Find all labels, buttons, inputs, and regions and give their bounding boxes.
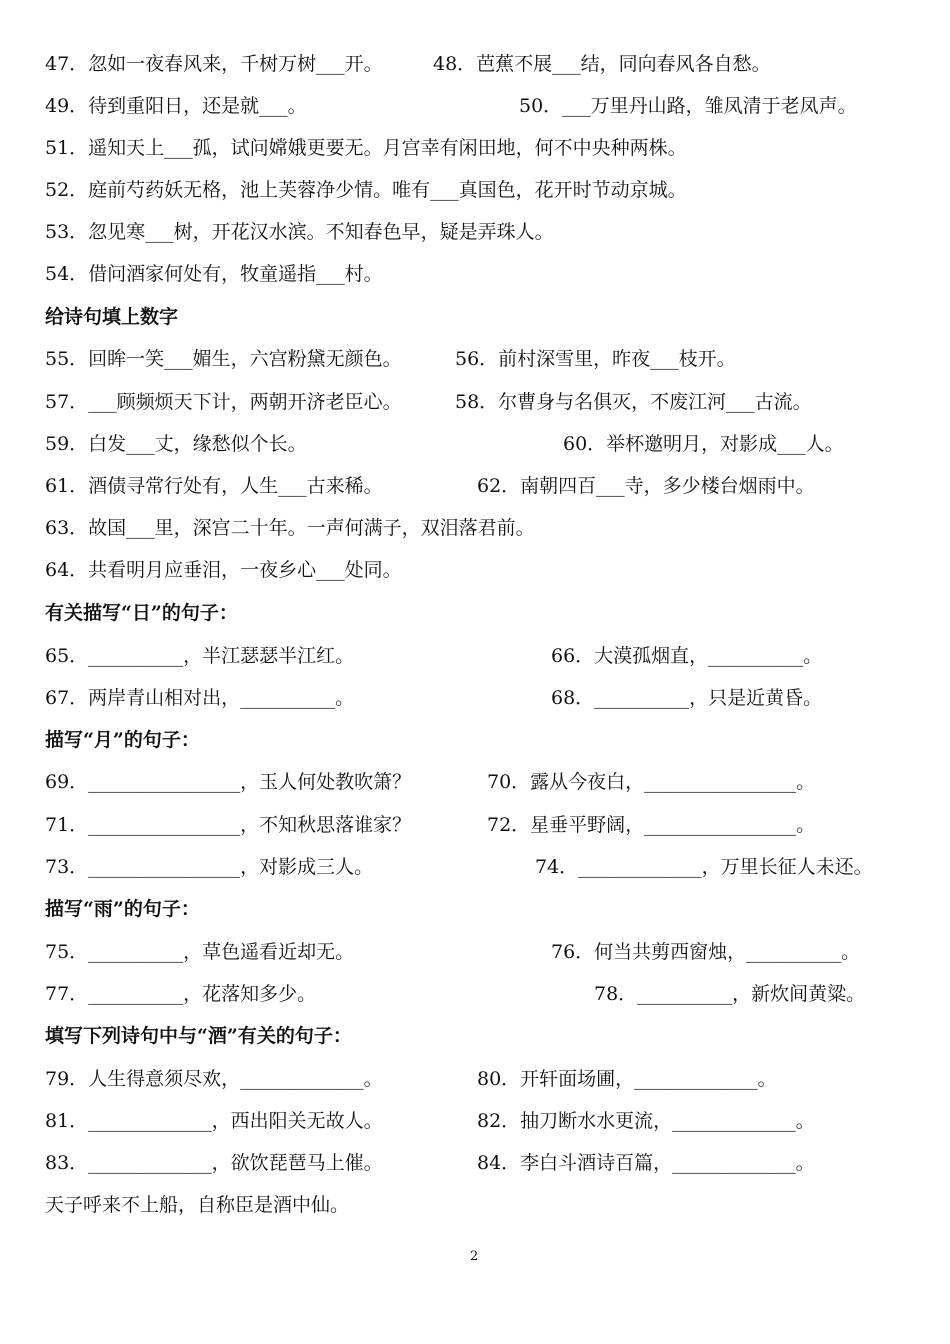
- line-81: 81．_____________，西出阳关无故人。: [45, 1110, 383, 1132]
- line-75: 75．__________，草色遥看近却无。: [45, 941, 355, 963]
- line-73: 73．________________，对影成三人。: [45, 856, 374, 878]
- page-number: 2: [470, 1249, 479, 1264]
- line-55: 55．回眸一笑___媚生，六宫粉黛无颜色。: [45, 348, 402, 370]
- line-79: 79．人生得意须尽欢，_____________。: [45, 1068, 383, 1090]
- line-59: 59．白发___丈，缘愁似个长。: [45, 433, 307, 455]
- section-heading-moon: 描写“月”的句子：: [45, 729, 200, 751]
- line-56: 56．前村深雪里，昨夜___枝开。: [455, 348, 736, 370]
- line-77: 77．__________，花落知多少。: [45, 983, 317, 1005]
- line-84: 84．李白斗酒诗百篇，_____________。: [477, 1152, 815, 1174]
- line-50: 50．___万里丹山路，雏凤清于老凤声。: [519, 95, 857, 117]
- line-49: 49．待到重阳日，还是就___。: [45, 95, 307, 117]
- line-54: 54．借问酒家何处有，牧童遥指___村。: [45, 263, 383, 285]
- line-82: 82．抽刀断水水更流，_____________。: [477, 1110, 815, 1132]
- line-48: 48．芭蕉不展___结，同向春风各自愁。: [433, 53, 771, 75]
- line-57: 57．___顾频烦天下计，两朝开济老臣心。: [45, 391, 402, 413]
- line-60: 60．举杯邀明月，对影成___人。: [563, 433, 844, 455]
- line-71: 71．________________，不知秋思落谁家？: [45, 814, 412, 836]
- line-76: 76．何当共剪西窗烛，__________。: [551, 941, 861, 963]
- line-80: 80．开轩面场圃，_____________。: [477, 1068, 777, 1090]
- line-70: 70．露从今夜白，________________。: [487, 771, 816, 793]
- line-72: 72．星垂平野阔，________________。: [487, 814, 816, 836]
- line-62: 62．南朝四百___寺，多少楼台烟雨中。: [477, 475, 815, 497]
- section-heading-wine: 填写下列诗句中与“酒”有关的句子：: [45, 1025, 352, 1047]
- line-64: 64．共看明月应垂泪，一夜乡心___处同。: [45, 559, 402, 581]
- section-heading-sun: 有关描写“日”的句子：: [45, 602, 238, 624]
- line-65: 65．__________，半江瑟瑟半江红。: [45, 645, 355, 667]
- line-78: 78．__________，新炊间黄粱。: [594, 983, 866, 1005]
- line-wine-tail: 天子呼来不上船，自称臣是酒中仙。: [45, 1194, 350, 1216]
- line-69: 69．________________，玉人何处教吹箫？: [45, 771, 412, 793]
- line-51: 51．遥知天上___孤，试问嫦娥更要无。月宫幸有闲田地，何不中央种两株。: [45, 137, 687, 159]
- section-heading-rain: 描写“雨”的句子：: [45, 898, 200, 920]
- line-83: 83．_____________，欲饮琵琶马上催。: [45, 1152, 383, 1174]
- line-47: 47．忽如一夜春风来，千树万树___开。: [45, 53, 383, 75]
- line-52: 52．庭前芍药妖无格，池上芙蓉净少情。唯有___真国色，花开时节动京城。: [45, 179, 687, 201]
- line-68: 68．__________，只是近黄昏。: [551, 687, 823, 709]
- line-61: 61．酒债寻常行处有，人生___古来稀。: [45, 475, 383, 497]
- line-63: 63．故国___里，深宫二十年。一声何满子，双泪落君前。: [45, 517, 535, 539]
- line-67: 67．两岸青山相对出，__________。: [45, 687, 355, 709]
- line-58: 58．尔曹身与名俱灭，不废江河___古流。: [455, 391, 812, 413]
- section-heading-numbers: 给诗句填上数字: [45, 306, 179, 328]
- line-53: 53．忽见寒___树，开花汉水滨。不知春色早，疑是弄珠人。: [45, 221, 554, 243]
- line-74: 74．_____________，万里长征人未还。: [535, 856, 873, 878]
- line-66: 66．大漠孤烟直，__________。: [551, 645, 823, 667]
